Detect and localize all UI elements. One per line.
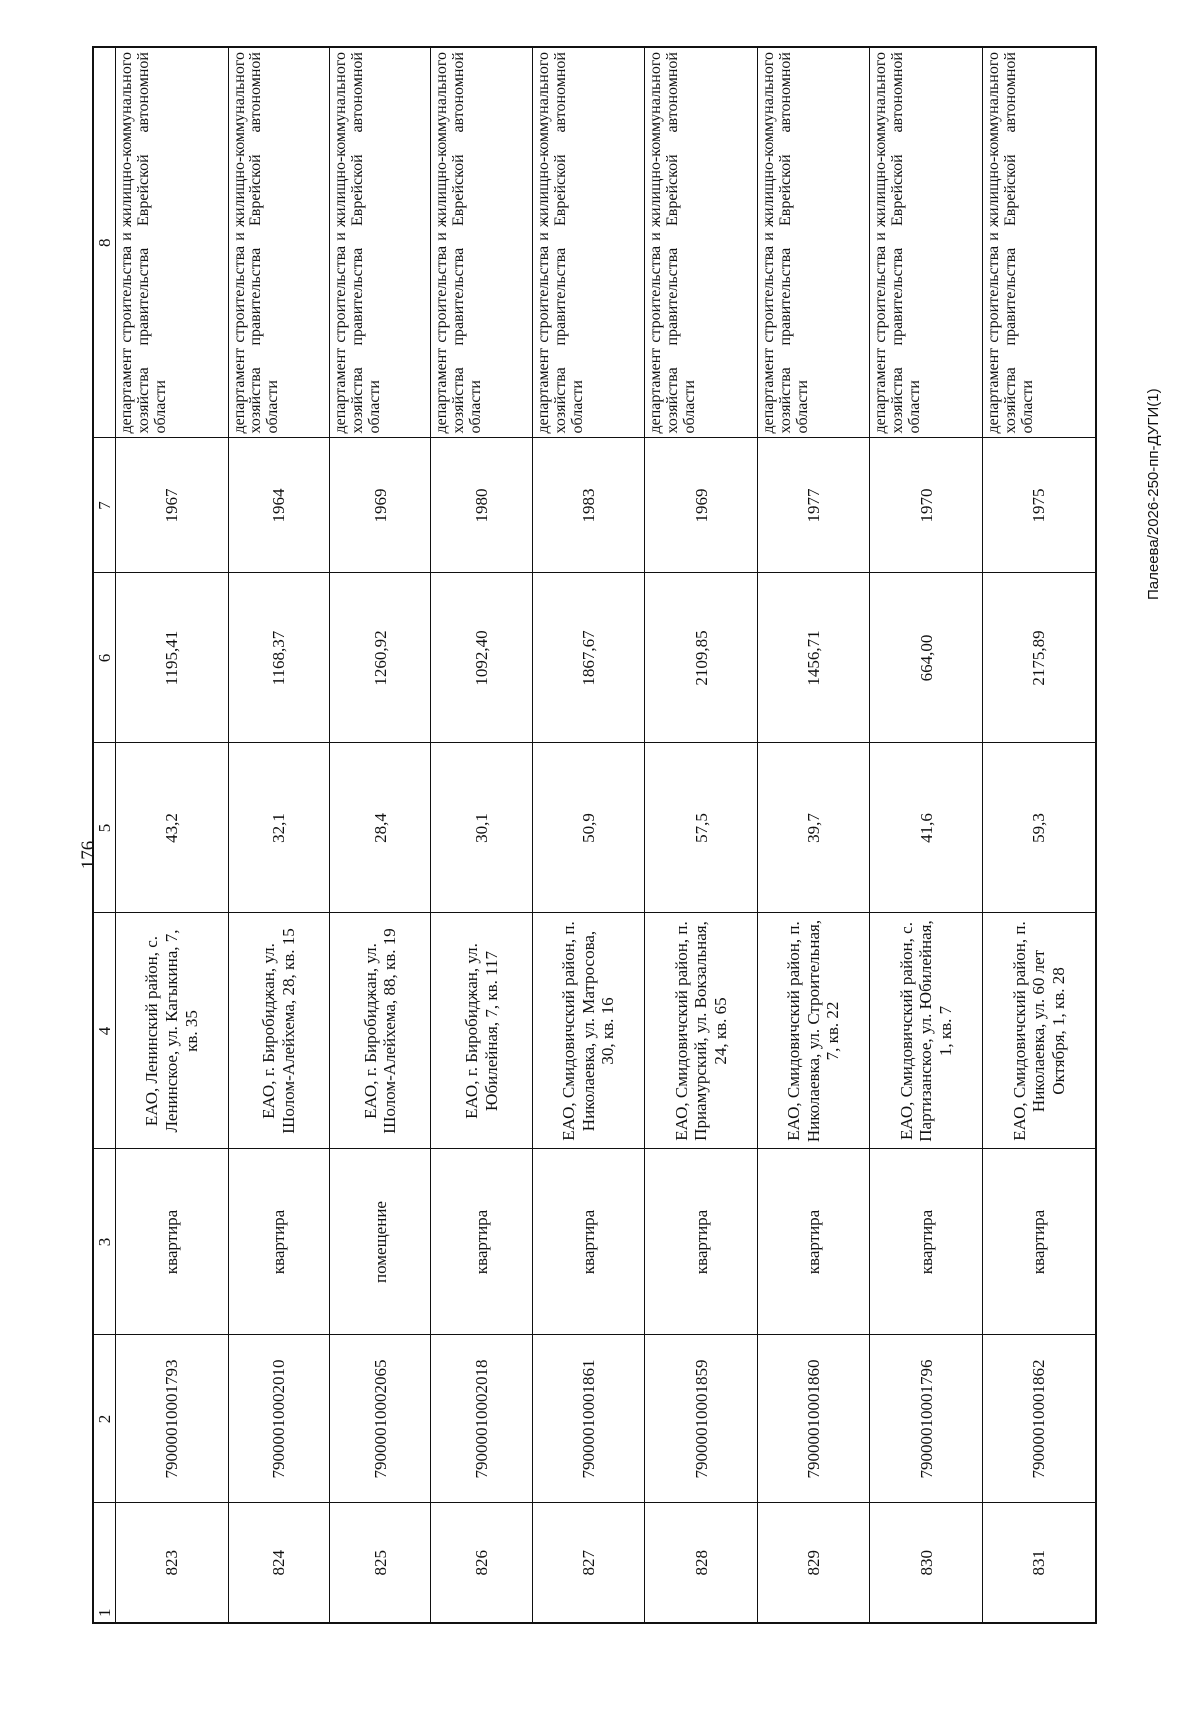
rights-holder: департамент строительства и жилищно-коммунального хозяйства правительства Еврейской автономной области	[870, 47, 983, 438]
area: 43,2	[116, 743, 229, 913]
cadastral-number: 79000010001859	[645, 1335, 758, 1503]
object-type: помещение	[329, 1149, 430, 1335]
year-built: 1967	[116, 438, 229, 573]
cadastral-number: 79000010002018	[431, 1335, 532, 1503]
table-row	[116, 47, 229, 1623]
table-row	[329, 47, 430, 1623]
object-type: квартира	[532, 1149, 645, 1335]
address: ЕАО, г. Биробиджан, ул. Шолом-Алейхема, 88, кв. 19	[329, 913, 430, 1149]
header-cell: 2	[93, 1335, 116, 1503]
row-number: 826	[431, 1503, 532, 1623]
address: ЕАО, г. Биробиджан, ул. Юбилейная, 7, кв. 117	[431, 913, 532, 1149]
address: ЕАО, Смидовичский район, п. Николаевка, ул. Строительная, 7, кв. 22	[757, 913, 870, 1149]
rights-holder: департамент строительства и жилищно-коммунального хозяйства правительства Еврейской автономной области	[645, 47, 758, 438]
area: 32,1	[228, 743, 329, 913]
cadastral-number: 79000010001861	[532, 1335, 645, 1503]
area: 41,6	[870, 743, 983, 913]
cadastral-value: 1456,71	[757, 573, 870, 743]
cadastral-value: 1867,67	[532, 573, 645, 743]
page-number: 176	[78, 840, 99, 870]
area: 39,7	[757, 743, 870, 913]
year-built: 1983	[532, 438, 645, 573]
header-cell: 5	[93, 743, 116, 913]
address: ЕАО, Ленинский район, с. Ленинское, ул. Кагыкина, 7, кв. 35	[116, 913, 229, 1149]
object-type: квартира	[116, 1149, 229, 1335]
cadastral-value: 2109,85	[645, 573, 758, 743]
row-number: 823	[116, 1503, 229, 1623]
year-built: 1975	[982, 438, 1096, 573]
area: 28,4	[329, 743, 430, 913]
header-row	[93, 47, 116, 1623]
rights-holder: департамент строительства и жилищно-коммунального хозяйства правительства Еврейской автономной области	[532, 47, 645, 438]
area: 57,5	[645, 743, 758, 913]
rights-holder: департамент строительства и жилищно-коммунального хозяйства правительства Еврейской автономной области	[757, 47, 870, 438]
cadastral-number: 79000010001862	[982, 1335, 1096, 1503]
table-row	[431, 47, 532, 1623]
header-cell: 1	[93, 1503, 116, 1623]
rights-holder: департамент строительства и жилищно-коммунального хозяйства правительства Еврейской автономной области	[982, 47, 1096, 438]
area: 30,1	[431, 743, 532, 913]
cadastral-number: 79000010001860	[757, 1335, 870, 1503]
header-cell: 6	[93, 573, 116, 743]
row-number: 825	[329, 1503, 430, 1623]
object-type: квартира	[757, 1149, 870, 1335]
cadastral-number: 79000010002010	[228, 1335, 329, 1503]
table-row	[645, 47, 758, 1623]
year-built: 1964	[228, 438, 329, 573]
address: ЕАО, Смидовичский район, п. Николаевка, ул. 60 лет Октября, 1, кв. 28	[982, 913, 1096, 1149]
table-row	[982, 47, 1096, 1623]
rights-holder: департамент строительства и жилищно-коммунального хозяйства правительства Еврейской автономной области	[329, 47, 430, 438]
year-built: 1977	[757, 438, 870, 573]
year-built: 1969	[645, 438, 758, 573]
year-built: 1980	[431, 438, 532, 573]
object-type: квартира	[431, 1149, 532, 1335]
cadastral-number: 79000010001793	[116, 1335, 229, 1503]
row-number: 830	[870, 1503, 983, 1623]
rights-holder: департамент строительства и жилищно-коммунального хозяйства правительства Еврейской автономной области	[116, 47, 229, 438]
cadastral-value: 1092,40	[431, 573, 532, 743]
header-cell: 7	[93, 438, 116, 573]
row-number: 827	[532, 1503, 645, 1623]
address: ЕАО, Смидовичский район, п. Приамурский, ул. Вокзальная, 24, кв. 65	[645, 913, 758, 1149]
property-table	[92, 46, 1097, 1624]
rights-holder: департамент строительства и жилищно-коммунального хозяйства правительства Еврейской автономной области	[431, 47, 532, 438]
row-number: 831	[982, 1503, 1096, 1623]
table-row	[228, 47, 329, 1623]
header-cell: 8	[93, 47, 116, 438]
cadastral-value: 1195,41	[116, 573, 229, 743]
area: 59,3	[982, 743, 1096, 913]
object-type: квартира	[228, 1149, 329, 1335]
cadastral-value: 2175,89	[982, 573, 1096, 743]
table-row	[757, 47, 870, 1623]
address: ЕАО, г. Биробиджан, ул. Шолом-Алейхема, 28, кв. 15	[228, 913, 329, 1149]
footer-code: Палеева/2026-250-пп-ДУГИ(1)	[1145, 388, 1162, 600]
area: 50,9	[532, 743, 645, 913]
row-number: 824	[228, 1503, 329, 1623]
cadastral-number: 79000010001796	[870, 1335, 983, 1503]
row-number: 829	[757, 1503, 870, 1623]
table-row	[870, 47, 983, 1623]
address: ЕАО, Смидовичский район, п. Николаевка, ул. Матросова, 30, кв. 16	[532, 913, 645, 1149]
object-type: квартира	[870, 1149, 983, 1335]
address: ЕАО, Смидовичский район, с. Партизанское, ул. Юбилейная, 1, кв. 7	[870, 913, 983, 1149]
year-built: 1970	[870, 438, 983, 573]
table-row	[532, 47, 645, 1623]
year-built: 1969	[329, 438, 430, 573]
rights-holder: департамент строительства и жилищно-коммунального хозяйства правительства Еврейской автономной области	[228, 47, 329, 438]
object-type: квартира	[645, 1149, 758, 1335]
cadastral-number: 79000010002065	[329, 1335, 430, 1503]
header-cell: 3	[93, 1149, 116, 1335]
object-type: квартира	[982, 1149, 1096, 1335]
cadastral-value: 1168,37	[228, 573, 329, 743]
header-cell: 4	[93, 913, 116, 1149]
cadastral-value: 664,00	[870, 573, 983, 743]
cadastral-value: 1260,92	[329, 573, 430, 743]
row-number: 828	[645, 1503, 758, 1623]
